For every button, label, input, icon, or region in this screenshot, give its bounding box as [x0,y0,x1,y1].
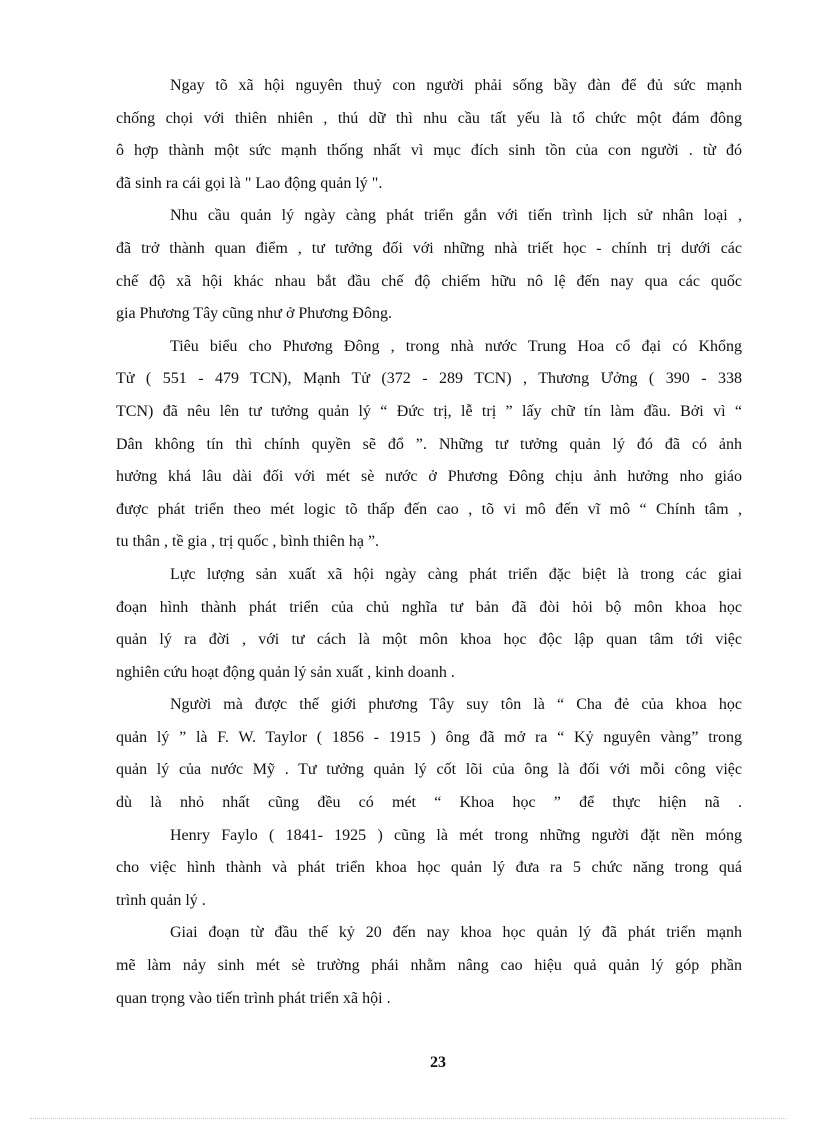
text-line: quản lý ” là F. W. Taylor ( 1856 - 1915 ) ông đã mở ra “ Kỷ nguyên vàng” trong [116,728,742,746]
text-line: chế độ xã hội khác nhau bắt đầu chế độ chiếm hữu nô lệ đến nay qua các quốc [116,272,742,290]
text-line: Tử ( 551 - 479 TCN), Mạnh Tử (372 - 289 TCN) , Thương Ưởng ( 390 - 338 [116,370,742,388]
text-line: quan trọng vào tiến trình phát triển xã hội . [116,989,391,1007]
text-line: Người mà được thế giới phương Tây suy tôn là “ Cha đẻ của khoa học [170,696,742,714]
text-line: đã trở thành quan điểm , tư tưởng đối với những nhà triết học - chính trị dưới các [116,239,742,257]
text-line: hưởng khá lâu dài đối với mét sè nước ở Phương Đông chịu ảnh hưởng nho giáo [116,468,742,486]
text-line: quản lý ra đời , với tư cách là một môn khoa học độc lập quan tâm tới việc [116,631,742,649]
text-line: gia Phương Tây cũng như ở Phương Đông. [116,305,392,323]
page-number: 23 [430,1054,446,1071]
text-line: quản lý của nước Mỹ . Tư tưởng quản lý cốt lõi của ông là đối với mỗi công việc [116,761,742,779]
text-line: được phát triển theo mét logic tõ thấp đến cao , tõ vi mô đến vĩ mô “ Chính tâm , [116,500,742,518]
text-line: Tiêu biểu cho Phương Đông , trong nhà nước Trung Hoa cổ đại có Khổng [170,337,742,355]
page-body [116,70,742,1015]
text-line: Nhu cầu quản lý ngày càng phát triển gắn với tiến trình lịch sử nhân loại , [170,207,742,225]
text-line: đoạn hình thành phát triển của chủ nghĩa tư bản đã đòi hỏi bộ môn khoa học [116,598,742,616]
text-line: đã sinh ra cái gọi là " Lao động quản lý ". [116,174,383,192]
text-line: tu thân , tề gia , trị quốc , bình thiên hạ ”. [116,533,380,551]
footer-divider [30,1118,786,1119]
text-line: ô hợp thành một sức mạnh thống nhất vì mục đích sinh tồn của con người . từ đó [116,142,742,160]
text-line: Henry Faylo ( 1841- 1925 ) cũng là mét trong những người đặt nền móng [170,826,742,844]
text-line: trình quản lý . [116,891,206,909]
text-line: TCN) đã nêu lên tư tưởng quản lý “ Đức trị, lễ trị ” lấy chữ tín làm đầu. Bởi vì “ [116,402,742,420]
text-line: Dân không tín thì chính quyền sẽ đổ ”. Những tư tưởng quản lý đó đã có ảnh [116,435,742,453]
text-line: cho việc hình thành và phát triển khoa học quản lý đưa ra 5 chức năng trong quá [116,859,742,877]
text-line: chống chọi với thiên nhiên , thú dữ thì nhu cầu tất yếu là tổ chức một đám đông [116,109,742,127]
text-line: nghiên cứu hoạt động quản lý sản xuất , kinh doanh . [116,663,455,681]
text-line: mẽ làm nảy sinh mét sè trường phái nhằm nâng cao hiệu quả quản lý góp phần [116,957,742,975]
text-line: Lực lượng sản xuất xã hội ngày càng phát triển đặc biệt là trong các giai [170,565,742,583]
text-line: dù là nhỏ nhất cũng đều có mét “ Khoa học ” để thực hiện nã . [116,794,742,812]
text-line: Giai đoạn từ đầu thế kỷ 20 đến nay khoa học quản lý đã phát triển mạnh [170,924,742,942]
text-line: Ngay tõ xã hội nguyên thuỷ con người phải sống bầy đàn để đủ sức mạnh [170,77,742,94]
